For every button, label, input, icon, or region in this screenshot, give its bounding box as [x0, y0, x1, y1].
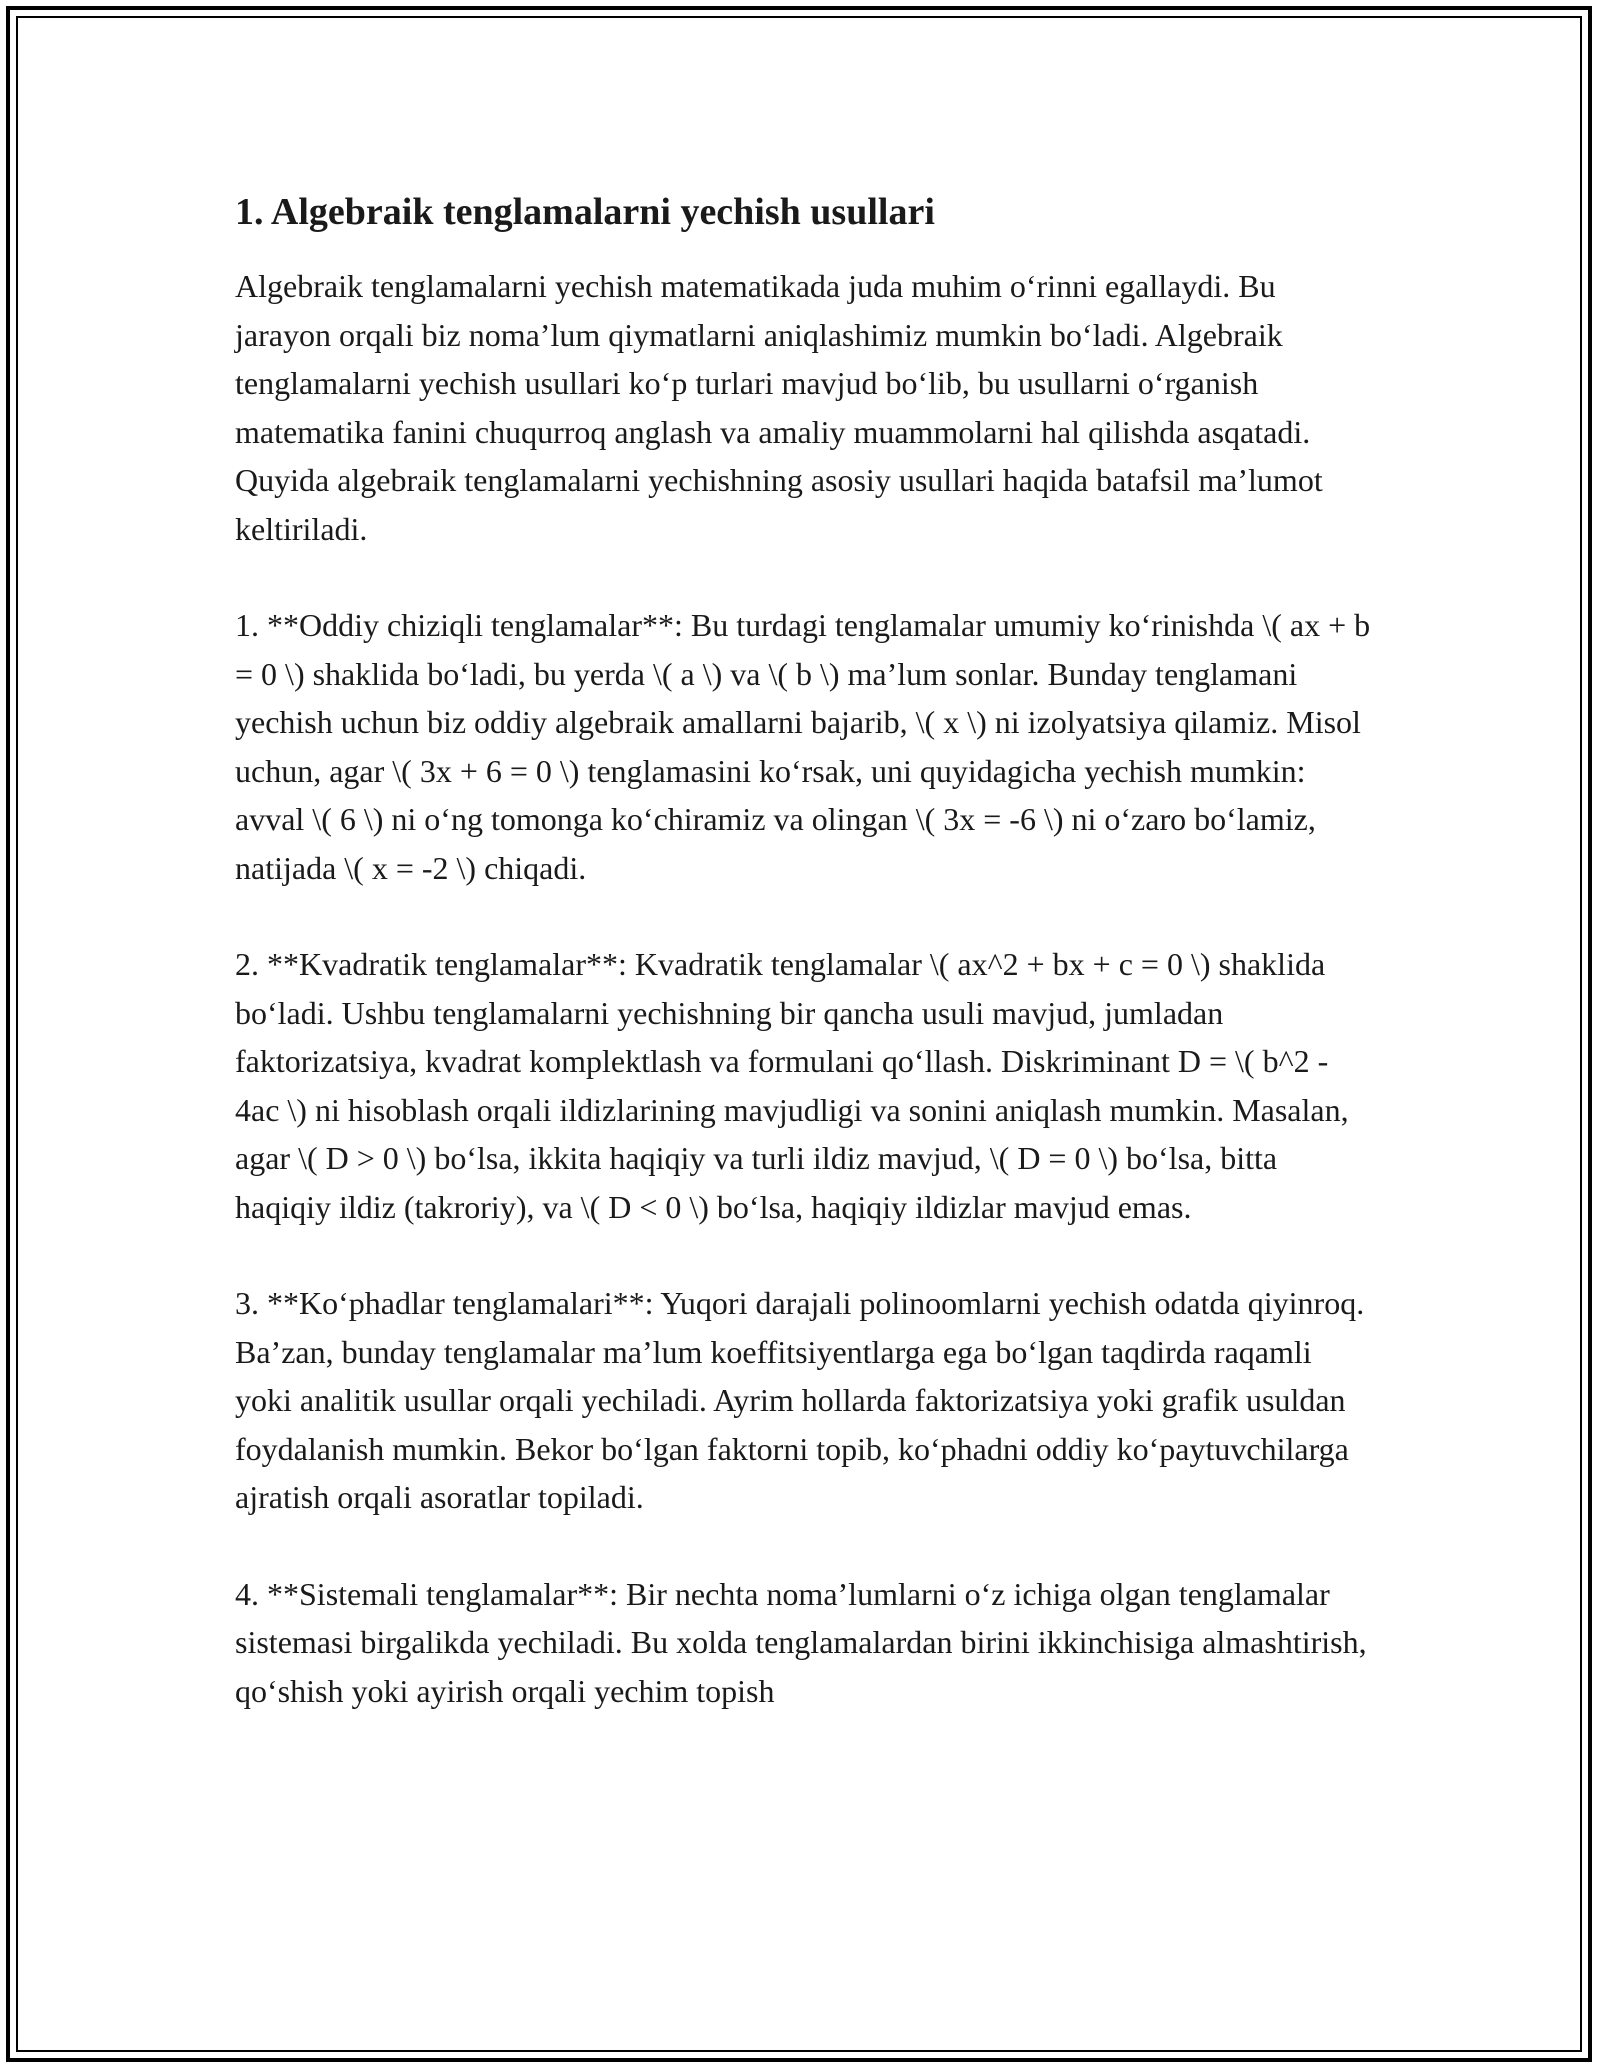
document-body [235, 188, 1375, 1763]
paragraph-linear-equations: 1. **Oddiy chiziqli tenglamalar**: Bu turdagi tenglamalar umumiy ko‘rinishda \( ax + b = 0 \) shaklida bo‘ladi, bu yerda \( a \) va \( b \) ma’lum sonlar. Bunday tenglamani yechish uchun biz oddiy algebraik amallarni bajarib, \( x \) ni izolyatsiya qilamiz. Misol uchun, agar \( 3x + 6 = 0 \) tenglamasini ko‘rsak, uni quyidagicha yechish mumkin: avval \( 6 \) ni o‘ng tomonga ko‘chiramiz va olingan \( 3x = -6 \) ni o‘zaro bo‘lamiz, natijada \( x = -2 \) chiqadi. [235, 607, 1371, 886]
paragraph-system-equations: 4. **Sistemali tenglamalar**: Bir nechta noma’lumlarni o‘z ichiga olgan tenglamalar sistemasi birgalikda yechiladi. Bu xolda tenglamalardan birini ikkinchisiga almashtirish, qo‘shish yoki ayirish orqali yechim topish [235, 1575, 1367, 1709]
paragraph-intro: Algebraik tenglamalarni yechish matematikada juda muhim o‘rinni egallaydi. Bu jarayon orqali biz noma’lum qiymatlarni aniqlashimiz mumkin bo‘ladi. Algebraik tenglamalarni yechish usullari ko‘p turlari mavjud bo‘lib, bu usullarni o‘rganish matematika fanini chuqurroq anglash va amaliy muammolarni hal qilishda asqatadi. Quyida algebraik tenglamalarni yechishning asosiy usullari haqida batafsil ma’lumot keltiriladi. [235, 268, 1323, 547]
paragraph-quadratic-equations: 2. **Kvadratik tenglamalar**: Kvadratik tenglamalar \( ax^2 + bx + c = 0 \) shaklida bo‘ladi. Ushbu tenglamalarni yechishning bir qancha usuli mavjud, jumladan faktorizatsiya, kvadrat komplektlash va formulani qo‘llash. Diskriminant D = \( b^2 - 4ac \) ni hisoblash orqali ildizlarining mavjudligi va sonini aniqlash mumkin. Masalan, agar \( D > 0 \) bo‘lsa, ikkita haqiqiy va turli ildiz mavjud, \( D = 0 \) bo‘lsa, bitta haqiqiy ildiz (takroriy), va \( D < 0 \) bo‘lsa, haqiqiy ildizlar mavjud emas. [235, 946, 1349, 1225]
paragraph-polynomial-equations: 3. **Ko‘phadlar tenglamalari**: Yuqori darajali polinoomlarni yechish odatda qiyinroq. Ba’zan, bunday tenglamalar ma’lum koeffitsiyentlarga ega bo‘lgan taqdirda raqamli yoki analitik usullar orqali yechiladi. Ayrim hollarda faktorizatsiya yoki grafik usuldan foydalanish mumkin. Bekor bo‘lgan faktorni topib, ko‘phadni oddiy ko‘paytuvchilarga ajratish orqali asoratlar topiladi. [235, 1285, 1365, 1515]
document-title: 1. Algebraik tenglamalarni yechish usullari [235, 191, 935, 233]
